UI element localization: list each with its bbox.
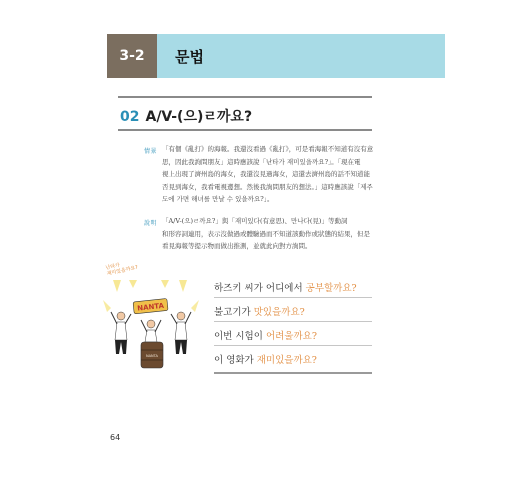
example-sentence: 이번 시험이 어려울까요? bbox=[214, 331, 317, 342]
situation-line: 視上出現了濟州島的海女，我還沒見過海女，這還去濟州島的話不知道能 bbox=[162, 170, 370, 178]
examples-bottom-rule bbox=[214, 372, 372, 374]
chapter-title: 문법 bbox=[175, 47, 204, 66]
example-highlight: 맛있을까요? bbox=[253, 307, 305, 318]
situation-line: 否見到海女，我看電視邊想。然後我詢問朋友的想法。」這時應該說「제주 bbox=[162, 182, 373, 191]
situation-paragraph bbox=[162, 143, 373, 206]
page-number: 64 bbox=[110, 433, 121, 442]
example-highlight: 재미있을까요? bbox=[256, 355, 317, 366]
example-separator bbox=[214, 345, 372, 346]
section-top-rule bbox=[118, 96, 372, 98]
example-highlight: 공부할까요? bbox=[305, 283, 357, 294]
example-separator bbox=[214, 321, 372, 322]
situation-line: 도에 가면 해녀를 만날 수 있을까요?」。 bbox=[162, 195, 274, 203]
barrel-text: NANTA bbox=[146, 354, 158, 358]
section-heading bbox=[120, 106, 252, 126]
chapter-title-bar bbox=[157, 34, 445, 78]
example-sentence: 이 영화가 재미있을까요? bbox=[214, 355, 317, 366]
situation-line: 思，因此我詢問朋友」這時應該說「난타가 재미있을까요?」。「現在電 bbox=[162, 157, 361, 166]
explanation-line: 看見海報等提示物而做出推測，並就此向對方詢問。 bbox=[162, 242, 312, 250]
speech-bubble: 난타가 재미있을까요? bbox=[105, 262, 139, 278]
explanation-line: 「A/V-(으)ㄹ까요?」與「재미있다(有意思)、만나다(見)」等動詞 bbox=[162, 217, 348, 225]
situation-label: 情景 bbox=[144, 148, 158, 155]
explanation-line: 和形容詞連用，表示沒做過或體驗過而不知道該動作或狀態的結果，但是 bbox=[162, 229, 370, 238]
example-sentence: 불고기가 맛있을까요? bbox=[214, 307, 305, 318]
example-highlight: 어려울까요? bbox=[265, 331, 317, 342]
explanation-paragraph bbox=[162, 215, 370, 253]
example-separator bbox=[214, 297, 372, 298]
chapter-number: 3-2 bbox=[107, 34, 157, 78]
situation-line: 「有個《亂打》的海報。我還沒看過《亂打》，可是看海報不知道有沒有意 bbox=[162, 145, 374, 153]
explanation-label: 說明 bbox=[144, 220, 158, 227]
example-sentence: 하즈키 씨가 어디에서 공부할까요? bbox=[214, 283, 357, 294]
nanta-sign-text: NANTA bbox=[136, 301, 165, 313]
section-title: A/V-(으)ㄹ까요? bbox=[145, 109, 253, 125]
section-bottom-rule bbox=[118, 129, 372, 131]
nanta-performers-illustration bbox=[103, 280, 199, 376]
section-number: 02 bbox=[120, 109, 140, 125]
